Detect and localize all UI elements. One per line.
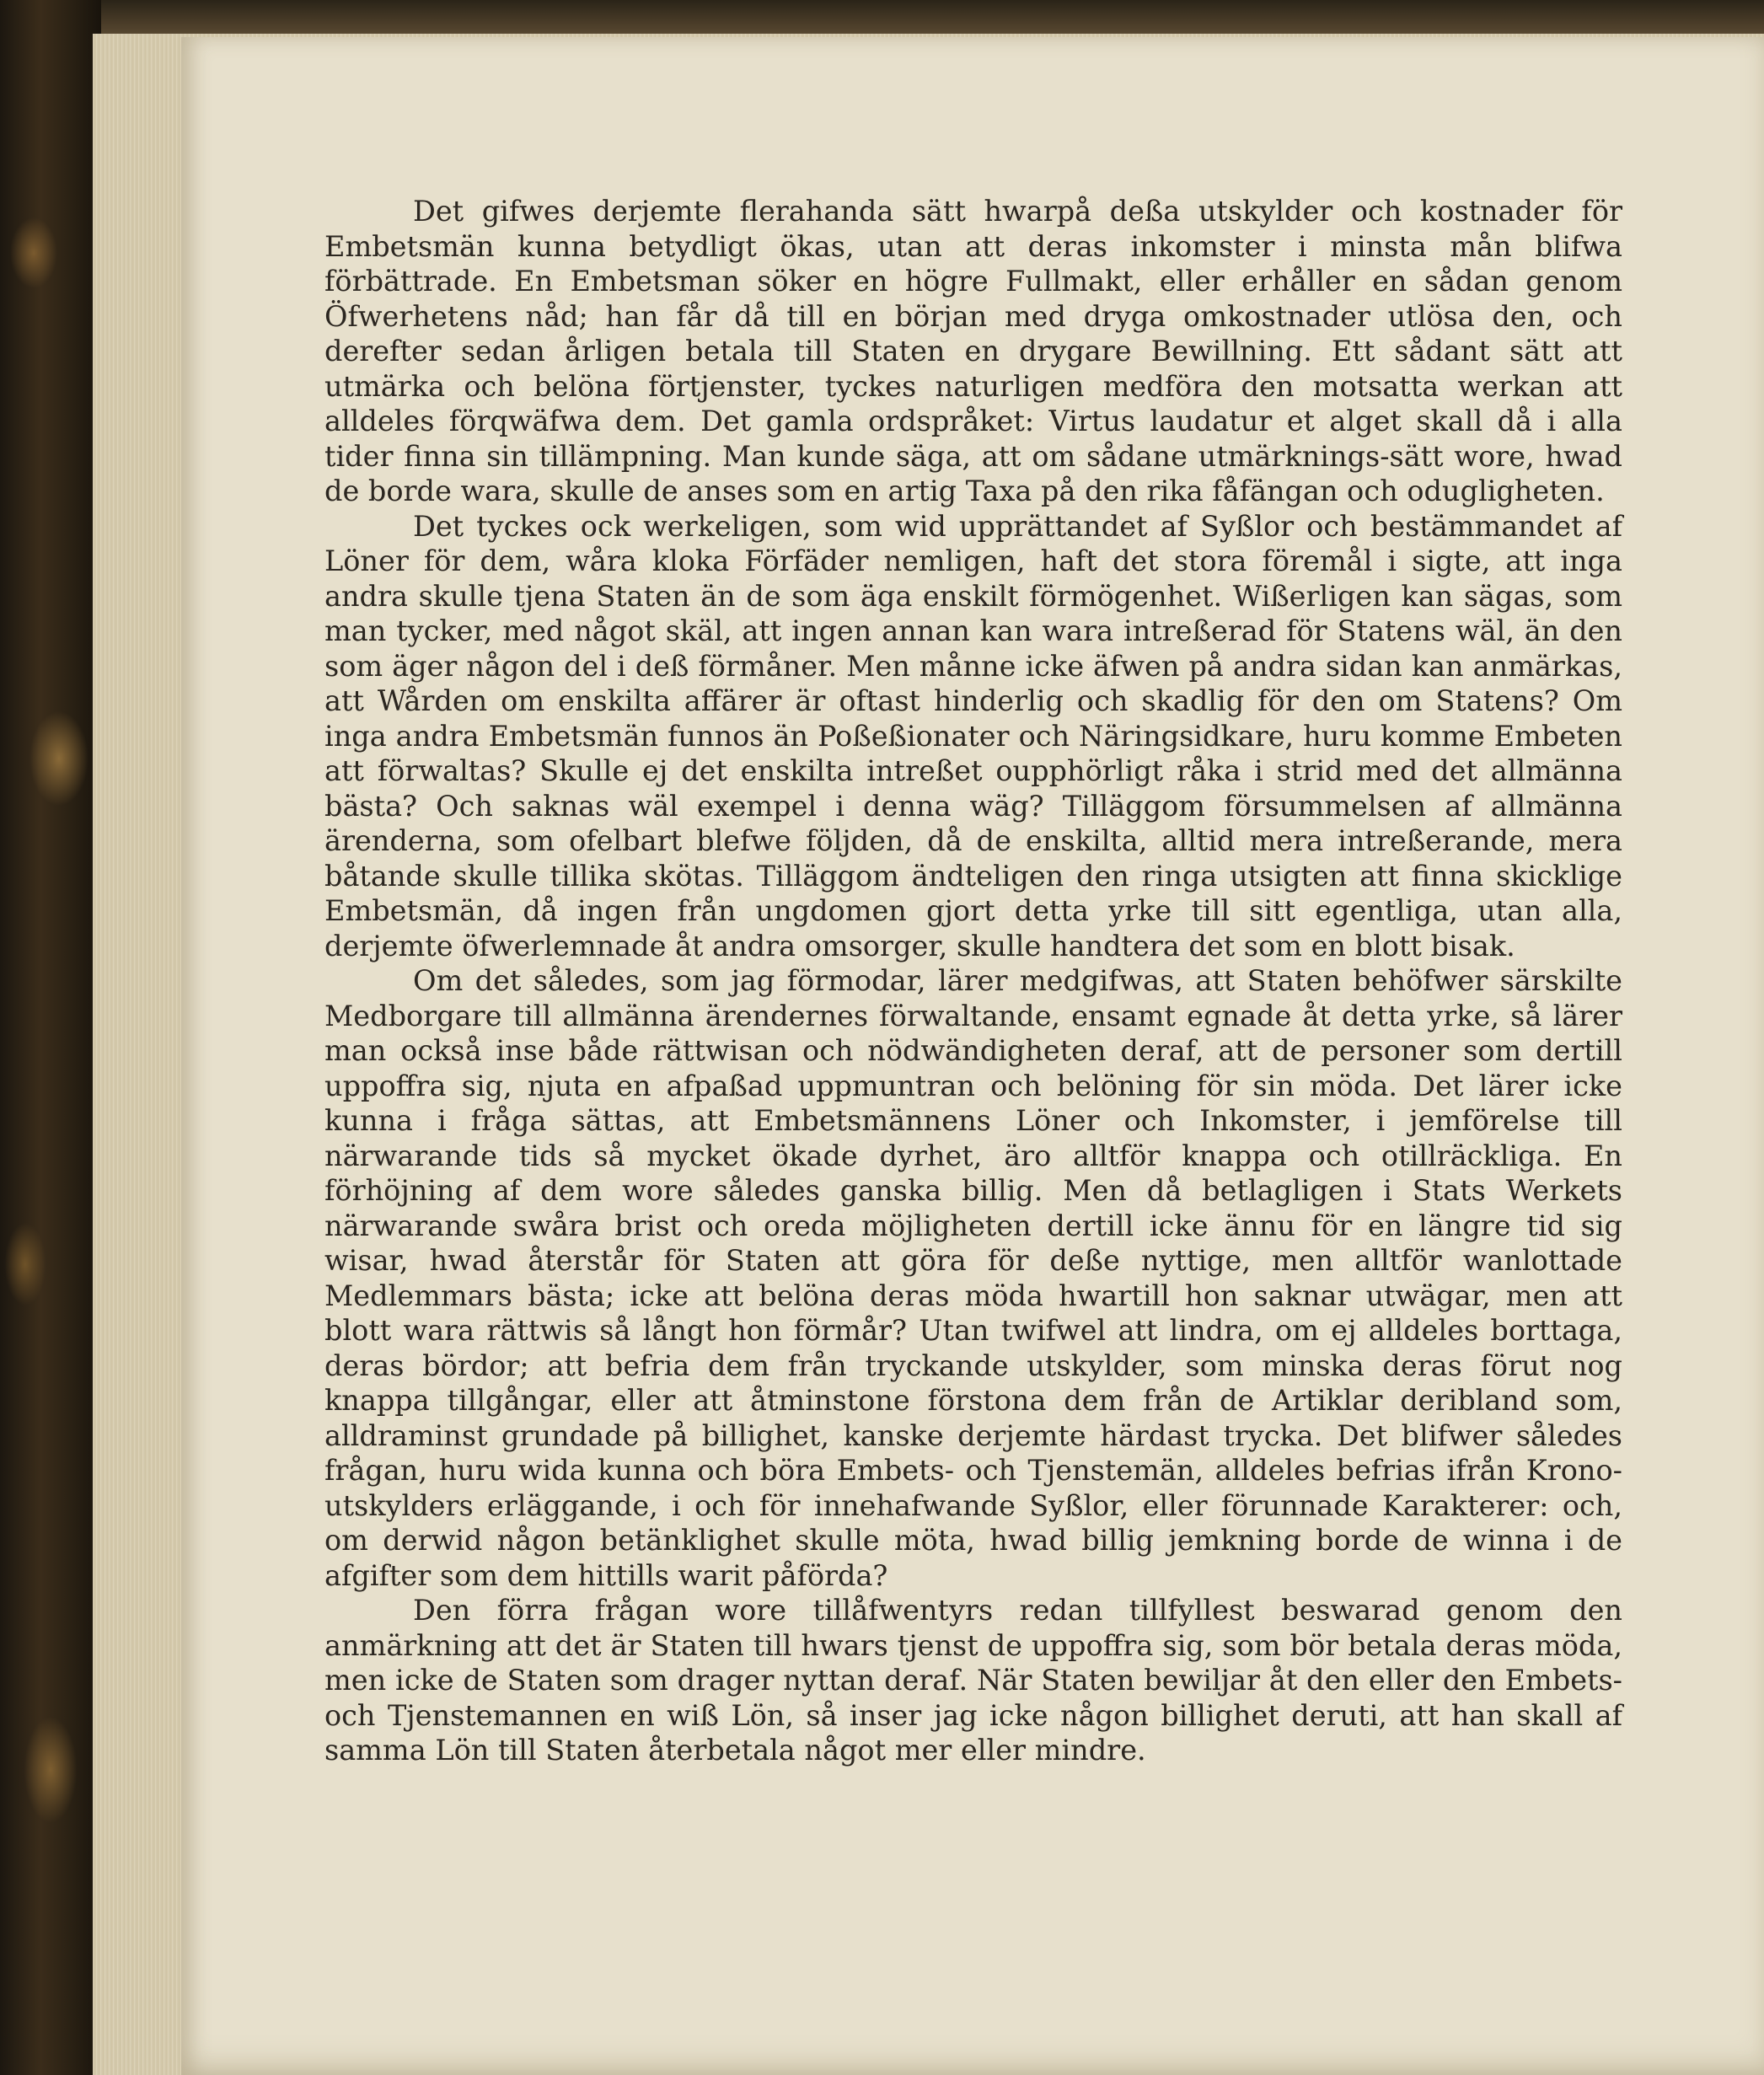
paragraph-1: Det gifwes derjemte flerahanda sätt hwarpå deßa utskylder och kostnader för Embetsmän kunna betydligt ökas, utan att deras inkomster i minsta mån blifwa förbättrade. En Embetsman söker en högre Fullmakt, eller erhåller en sådan genom Öfwerhetens nåd; han får då till en början med dryga omkostnader utlösa den, och derefter sedan årligen betala till Staten en drygare Bewillning. Ett sådant sätt att utmärka och belöna förtjenster, tyckes naturligen medföra den motsatta werkan att alldeles förqwäfwa dem. Det gamla ordspråket: Virtus laudatur et alget skall då i alla tider finna sin tillämpning. Man kunde säga, att om sådane utmärknings-sätt wore, hwad de borde wara, skulle de anses som en artig Taxa på den rika fåfängan och odugligheten. [324, 195, 1622, 507]
paragraph-2: Det tyckes ock werkeligen, som wid upprättandet af Syßlor och bestämmandet af Löner för dem, wåra kloka Förfäder nemligen, haft det stora föremål i sigte, att inga andra skulle tjena Staten än de som äga enskilt förmögenhet. Wißerligen kan sägas, som man tycker, med något skäl, att ingen annan kan wara intreßerad för Statens wäl, än den som äger någon del i deß förmåner. Men månne icke äfwen på andra sidan kan anmärkas, att Wården om enskilta affärer är oftast hinderlig och skadlig för den om Statens? Om inga andra Embetsmän funnos än Poßeßionater och Näringsidkare, huru komme Embeten att förwaltas? Skulle ej det enskilta intreßet oupphörligt råka i strid med det allmänna bästa? Och saknas wäl exempel i denna wäg? Tilläggom försummelsen af allmänna ärenderna, som ofelbart blefwe följden, då de enskilta, alltid mera intreßerande, mera båtande skulle tillika skötas. Tilläggom ändteligen den ringa utsigten att finna skicklige Embetsmän, då ingen från ungdomen gjort detta yrke till sitt egentliga, utan alla, derjemte öfwerlemnade åt andra omsorger, skulle handtera det som en blott bisak. [324, 509, 1622, 962]
paragraph-3: Om det således, som jag förmodar, lärer medgifwas, att Staten behöfwer särskilte Medborgare till allmänna ärendernes förwaltande, ensamt egnade åt detta yrke, så lärer man också inse både rättwisan och nödwändigheten deraf, att de personer som dertill uppoffra sig, njuta en afpaßad uppmuntran och belöning för sin möda. Det lärer icke kunna i fråga sättas, att Embetsmännens Löner och Inkomster, i jemförelse till närwarande tids så mycket ökade dyrhet, äro alltför knappa och otillräckliga. En förhöjning af dem wore således ganska billig. Men då betlagligen i Stats Werkets närwarande swåra brist och oreda möjligheten dertill icke ännu för en längre tid sig wisar, hwad återstår för Staten att göra för deße nyttige, men alltför wanlottade Medlemmars bästa; icke att belöna deras möda hwartill hon saknar utwägar, men att blott wara rättwis så långt hon förmår? Utan twifwel att lindra, om ej alldeles borttaga, deras bördor; att befria dem från tryckande utskylder, som minska deras förut nog knappa tillgångar, eller att åtminstone förstona dem från de Artiklar deribland som, alldraminst grundade på billighet, kanske derjemte härdast trycka. Det blifwer således frågan, huru wida kunna och böra Embets- och Tjenstemän, alldeles befrias ifrån Krono-utskylders erläggande, i och för innehafwande Syßlor, eller förunnade Karakterer: och, om derwid någon betänklighet skulle möta, hwad billig jemkning borde de winna i de afgifter som dem hittills warit påförda? [324, 964, 1622, 1592]
book-binding [0, 0, 101, 2075]
paragraph-4: Den förra frågan wore tillåfwentyrs redan tillfyllest beswarad genom den anmärkning att det är Staten till hwars tjenst de uppoffra sig, som bör betala deras möda, men icke de Staten som drager nyttan deraf. När Staten bewiljar åt den eller den Embets- och Tjenstemannen en wiß Lön, så inser jag icke någon billighet deruti, att han skall af samma Lön till Staten återbetala något mer eller mindre. [324, 1594, 1622, 1767]
page-text [324, 194, 1622, 1768]
